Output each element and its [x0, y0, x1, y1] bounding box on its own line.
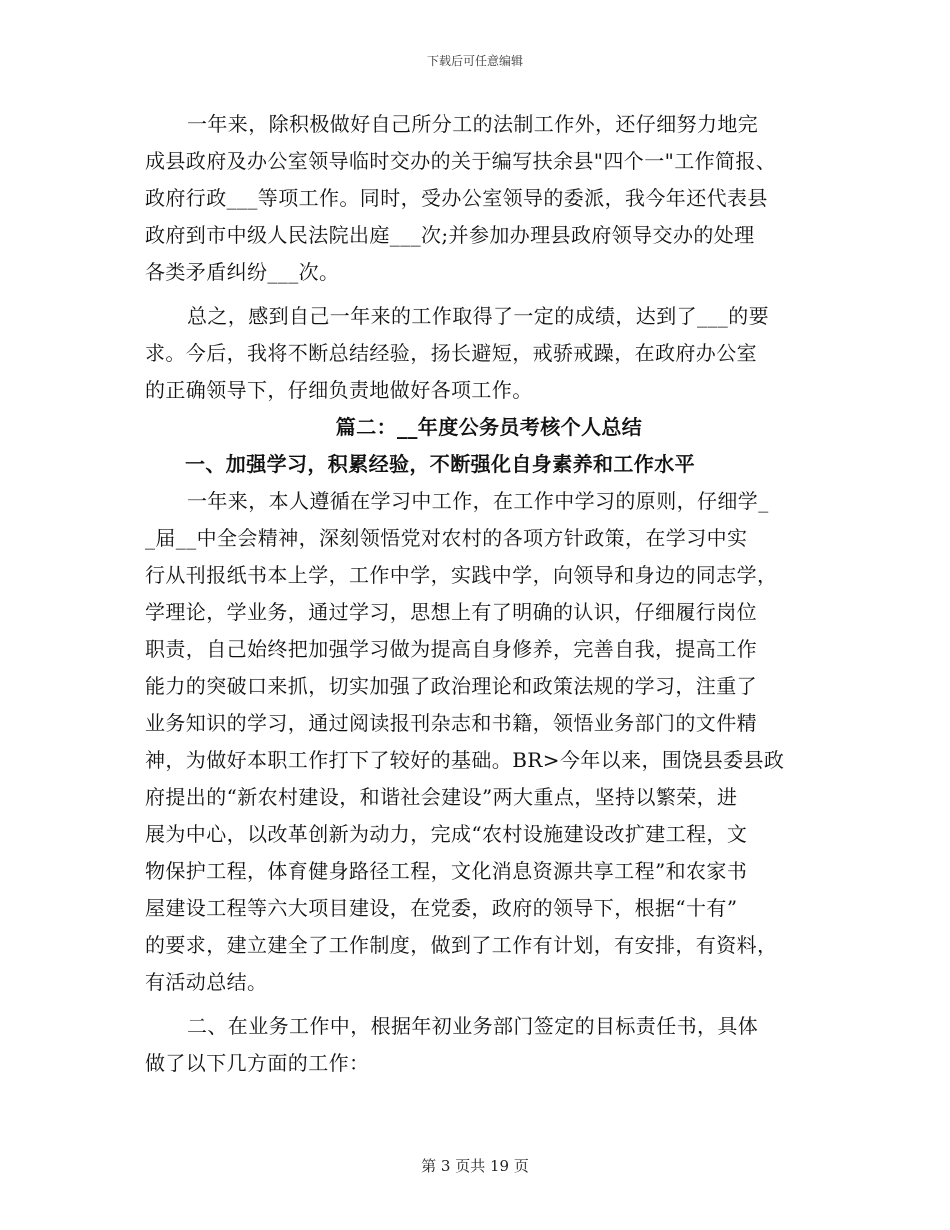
document-body — [145, 106, 813, 1082]
paragraph-2 — [145, 298, 813, 409]
text-line: 各类矛盾纠纷___次。 — [145, 260, 340, 284]
page-number: 第 3 页共 19 页 — [421, 1157, 529, 1175]
text-line: 二、在业务工作中，根据年初业务部门签定的目标责任书，具体 — [187, 1014, 759, 1038]
text-line: 的正确领导下，仔细负责地做好各项工作。 — [145, 378, 533, 402]
text-line: 求。今后，我将不断总结经验，扬长避短，戒骄戒躁，在政府办公室 — [145, 341, 757, 365]
text-line: 的要求，建立建全了工作制度，做到了工作有计划，有安排，有资料， — [145, 933, 778, 957]
text-line: 府提出的“新农村建设，和谐社会建设”两大重点，坚持以繁荣，进 — [145, 785, 738, 809]
section-heading: 一、加强学习，积累经验，不断强化自身素养和工作水平 — [185, 452, 695, 476]
text-line: 一年来，本人遵循在学习中工作，在工作中学习的原则，仔细学_ — [187, 489, 769, 513]
text-line: 学理论，学业务，通过学习，思想上有了明确的认识，仔细履行岗位 — [145, 600, 757, 624]
text-line: 神，为做好本职工作打下了较好的基础。BR>今年以来，围饶县委县政 — [145, 748, 785, 772]
text-line: 总之，感到自己一年来的工作取得了一定的成绩，达到了___的要 — [187, 304, 769, 328]
text-line: 行从刊报纸书本上学，工作中学，实践中学，向领导和身边的同志学， — [145, 563, 778, 587]
text-line: 业务知识的学习，通过阅读报刊杂志和书籍，领悟业务部门的文件精 — [145, 711, 757, 735]
text-line: 能力的突破口来抓，切实加强了政治理论和政策法规的学习，注重了 — [145, 674, 757, 698]
text-line: 成县政府及办公室领导临时交办的关于编写扶余县"四个一"工作简报、 — [145, 149, 777, 173]
paragraph-4 — [145, 1008, 813, 1082]
text-line: 做了以下几方面的工作： — [145, 1051, 370, 1075]
text-line: 物保护工程，体育健身路径工程，文化消息资源共享工程”和农家书 — [145, 859, 748, 883]
text-line: 一年来，除积极做好自己所分工的法制工作外，还仔细努力地完 — [187, 112, 759, 136]
text-line: 有活动总结。 — [145, 970, 268, 994]
section-title: 篇二：__年度公务员考核个人总结 — [335, 415, 643, 439]
text-line: 职责，自己始终把加强学习做为提高自身修养，完善自我，提高工作 — [145, 637, 757, 661]
text-line: 政府行政___等项工作。同时，受办公室领导的委派，我今年还代表县 — [145, 186, 768, 210]
page-header: 下载后可任意编辑 — [426, 54, 523, 68]
text-line: 屋建设工程等六大项目建设，在党委，政府的领导下，根据“十有” — [145, 896, 738, 920]
text-line: _届__中全会精神，深刻领悟党对农村的各项方针政策，在学习中实 — [145, 526, 748, 550]
paragraph-3 — [145, 483, 813, 1001]
text-line: 政府到市中级人民法院出庭___次;并参加办理县政府领导交办的处理 — [145, 223, 755, 247]
text-line: 展为中心，以改革创新为动力，完成“农村设施建设改扩建工程，文 — [145, 822, 748, 846]
paragraph-1 — [145, 106, 813, 291]
